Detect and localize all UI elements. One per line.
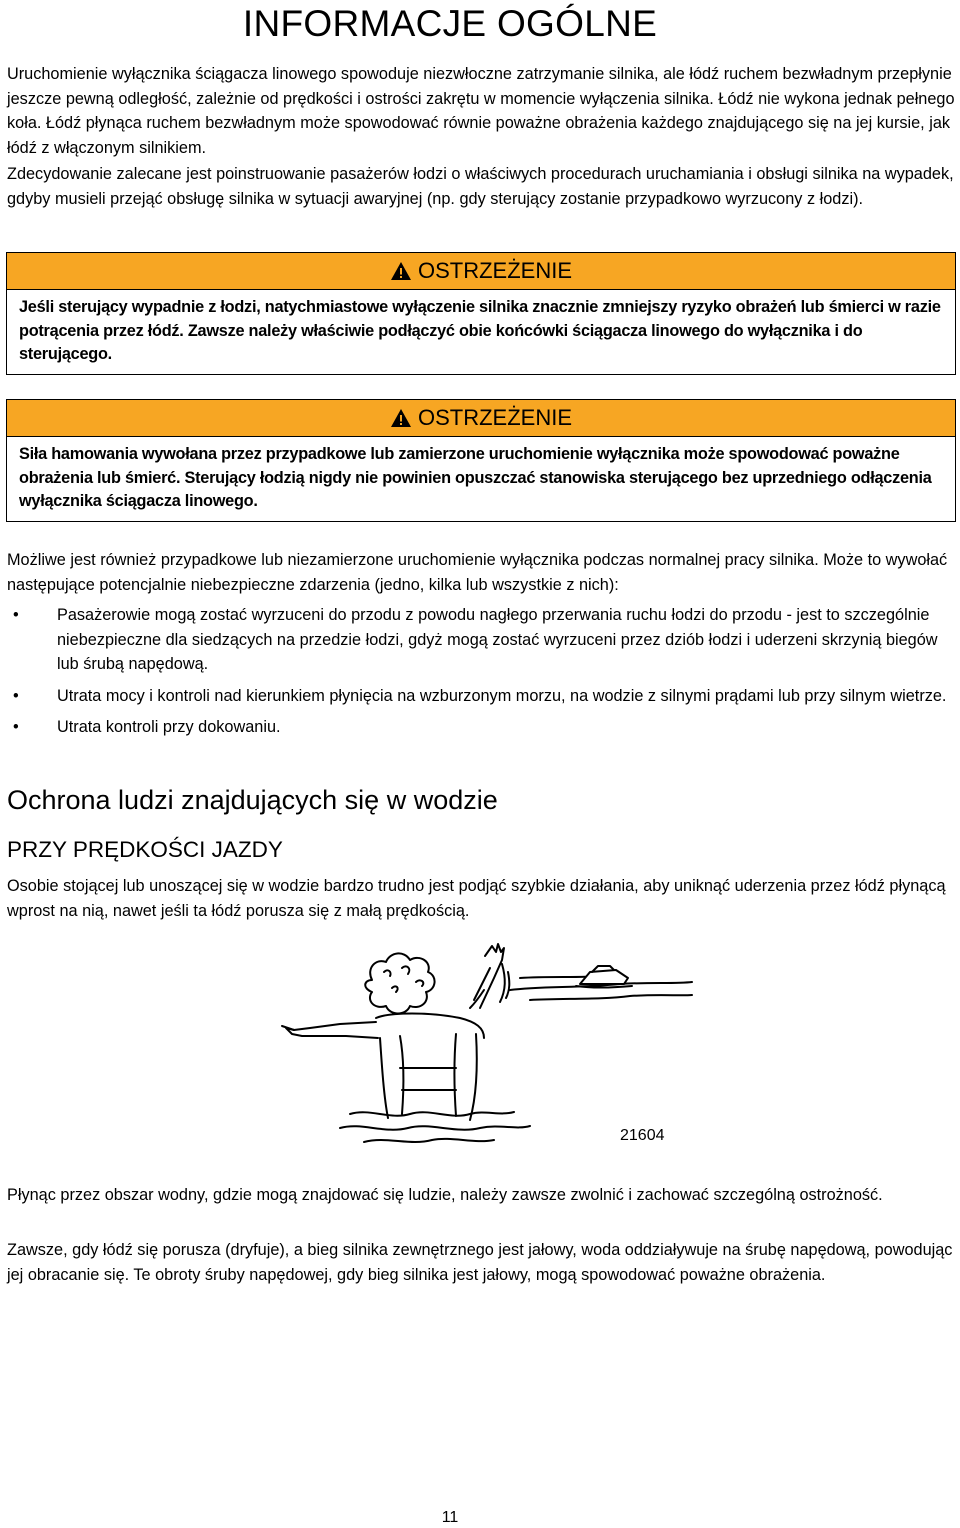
subsection-heading: PRZY PRĘDKOŚCI JAZDY: [7, 837, 283, 862]
section-heading: Ochrona ludzi znajdujących się w wodzie: [7, 785, 498, 815]
list-item: [7, 684, 955, 709]
warning-text-1: Jeśli sterujący wypadnie z łodzi, natychmiastowe wyłączenie silnika znacznie zmniejszy ryzyko obrażeń lub śmierci w razie potrącenia przez łódź. Zawsze należy właściwie podłączyć obie końcówki ściągacza linowego do wyłącznika i do sterującego.: [19, 298, 941, 363]
warning-triangle-icon: [390, 403, 412, 439]
warning-triangle-icon: [390, 256, 412, 292]
closing-paragraph-2: Zawsze, gdy łódź się porusza (dryfuje), a bieg silnika zewnętrznego jest jałowy, woda oddziaływuje na śrubę napędową, powodując jej obracanie się. Te obroty śruby napędowej, gdy bieg silnika jest jałowy, mogą spowodować poważne obrażenia.: [7, 1241, 953, 1284]
warning-header-1: [7, 253, 955, 290]
bullet-icon: •: [13, 606, 19, 624]
page-title: INFORMACJE OGÓLNE: [242, 3, 658, 44]
list-item-text: Utrata kontroli przy dokowaniu.: [57, 718, 281, 736]
hazards-list: [7, 603, 955, 747]
closing-paragraph-1: Płynąc przez obszar wodny, gdzie mogą znajdować się ludzie, należy zawsze zwolnić i zachować szczególną ostrożność.: [7, 1186, 883, 1204]
warning-header-2: [7, 400, 955, 437]
list-item-text: Utrata mocy i kontroli nad kierunkiem płynięcia na wzburzonym morzu, na wodzie z silnymi prądami lub przy silnym wietrze.: [57, 686, 947, 705]
page-number: 11: [441, 1509, 459, 1526]
speed-paragraph: Osobie stojącej lub unoszącej się w wodzie bardzo trudno jest podjąć szybkie działania, aby uniknąć uderzenia przez łódź płynącą wprost na nią, nawet jeśli ta łódź porusza się z małą prędkością.: [7, 877, 946, 920]
list-item-text: Pasażerowie mogą zostać wyrzuceni do przodu z powodu nagłego przerwania ruchu łodzi do przodu - jest to szczególnie niebezpieczne dla siedzących na przedzie łodzi, gdyż mogą zostać wyrzuceni przez dziób łodzi i uderzeni skrzynią biegów lub śrubą napędową.: [57, 606, 938, 673]
warning-box-2: [6, 399, 956, 522]
bullet-icon: •: [13, 686, 19, 705]
hazards-intro: Możliwe jest również przypadkowe lub niezamierzone uruchomienie wyłącznika podczas normalnej pracy silnika. Może to wywołać następujące potencjalnie niebezpieczne zdarzenia (jedno, kilka lub wszystkie z nich):: [7, 551, 948, 594]
figure-id: 21604: [620, 1127, 665, 1144]
warning-text-2: Siła hamowania wywołana przez przypadkowe lub zamierzone uruchomienie wyłącznika może spowodować poważne obrażenia lub śmierć. Sterujący łodzią nigdy nie powinien opuszczać stanowiska sterującego bez uprzedniego odłączenia wyłącznika ściągacza linowego.: [19, 445, 932, 510]
list-item: [7, 715, 955, 740]
bullet-icon: •: [13, 718, 19, 736]
person-in-water-illustration: [280, 938, 700, 1158]
intro-paragraph-2: Zdecydowanie zalecane jest poinstruowanie pasażerów łodzi o właściwych procedurach uruchamiania i obsługi silnika na wypadek, gdyby musieli przejąć obsługę silnika w sytuacji awaryjnej (np. gdy sterujący zostanie przypadkowo wyrzucony z łodzi).: [7, 165, 954, 208]
intro-paragraph-1: Uruchomienie wyłącznika ściągacza linowego spowoduje niezwłoczne zatrzymanie silnika, ale łódź ruchem bezwładnym przepłynie jeszcze pewną odległość, zależnie od prędkości i ostrości zakrętu w momencie wyłączenia silnika. Łódź nie wykona jednak pełnego koła. Łódź płynąca ruchem bezwładnym może spowodować równie poważne obrażenia każdego znajdującego się na jej kursie, jak łódź z włączonym silnikiem.: [7, 65, 955, 157]
warning-heading-2: OSTRZEŻENIE: [417, 405, 572, 430]
warning-heading-1: OSTRZEŻENIE: [417, 258, 572, 283]
warning-box-1: [6, 252, 956, 375]
list-item: [7, 603, 955, 677]
